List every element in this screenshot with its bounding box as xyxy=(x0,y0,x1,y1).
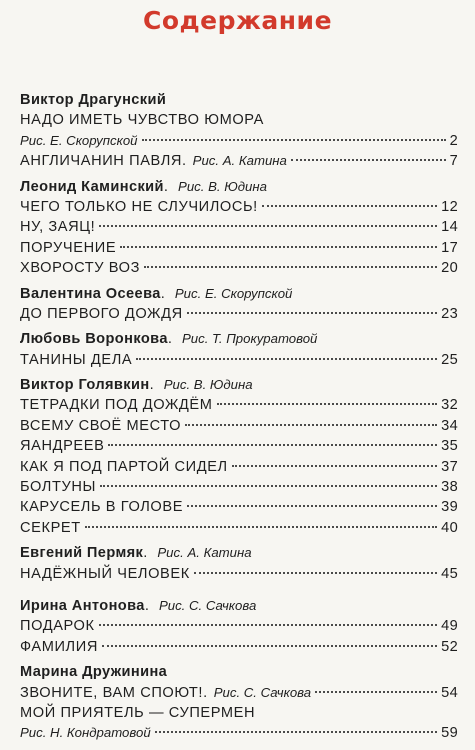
author-line: Леонид Каминский. Рис. В. Юдина xyxy=(20,178,267,195)
entry-title: БОЛТУНЫ xyxy=(20,479,97,496)
page-number: 23 xyxy=(441,305,458,322)
page-number: 40 xyxy=(441,519,458,536)
page-title: Содержание xyxy=(142,6,333,35)
leader-dots xyxy=(187,505,437,507)
entry-title: ПОРУЧЕНИЕ xyxy=(20,239,117,256)
toc-entry[interactable] xyxy=(20,723,458,743)
table-of-contents xyxy=(20,90,458,744)
leader-dots xyxy=(85,526,437,528)
entry-title: КАРУСЕЛЬ В ГОЛОВЕ xyxy=(20,499,184,516)
toc-entry[interactable] xyxy=(20,416,458,436)
illustrator-credit: Рис. Т. Прокуратовой xyxy=(181,331,318,347)
illustrator-credit: Рис. Е. Скорупской xyxy=(174,285,293,301)
toc-entry[interactable] xyxy=(20,258,458,278)
toc-entry[interactable] xyxy=(20,217,458,237)
page-number: 49 xyxy=(441,618,458,635)
page-number: 59 xyxy=(441,725,458,742)
entry-title: ДО ПЕРВОГО ДОЖДЯ xyxy=(20,305,183,322)
leader-dots xyxy=(120,246,437,248)
toc-entry[interactable] xyxy=(20,703,458,723)
leader-dots xyxy=(185,424,437,426)
entry-title: ПОДАРОК xyxy=(20,618,95,635)
toc-entry[interactable] xyxy=(20,350,458,370)
leader-dots xyxy=(144,266,437,268)
entry-title: ЗВОНИТЕ, ВАМ СПОЮТ!. xyxy=(20,684,208,701)
entry-title: ХВОРОСТУ ВОЗ xyxy=(20,260,141,277)
leader-dots xyxy=(315,691,437,693)
leader-dots xyxy=(194,572,437,574)
page-number: 52 xyxy=(441,638,458,655)
leader-dots xyxy=(187,312,437,314)
illustrator-credit: Рис. С. Сачкова xyxy=(213,684,312,700)
page-number: 39 xyxy=(441,499,458,516)
entry-title: МОЙ ПРИЯТЕЛЬ — СУПЕРМЕН xyxy=(20,704,256,721)
entry-title: ВСЕМУ СВОЁ МЕСТО xyxy=(20,417,182,434)
leader-dots xyxy=(102,645,437,647)
entry-title: ЧЕГО ТОЛЬКО НЕ СЛУЧИЛОСЬ! xyxy=(20,198,258,215)
page-number: 25 xyxy=(441,351,458,368)
toc-entry[interactable] xyxy=(20,110,458,130)
entry-title: ЯАНДРЕЕВ xyxy=(20,438,105,455)
page-number: 38 xyxy=(441,479,458,496)
toc-entry[interactable] xyxy=(20,564,458,584)
page-number: 37 xyxy=(441,458,458,475)
author-name: Виктор Голявкин xyxy=(20,377,150,394)
leader-dots xyxy=(155,731,437,733)
leader-dots xyxy=(100,485,437,487)
author-name: Леонид Каминский xyxy=(20,178,164,195)
author-line: Валентина Осеева. Рис. Е. Скорупской xyxy=(20,285,293,302)
toc-entry[interactable] xyxy=(20,436,458,456)
page-number: 20 xyxy=(441,260,458,277)
toc-entry[interactable] xyxy=(20,395,458,415)
illustrator-credit: Рис. А. Катина xyxy=(192,153,287,169)
leader-dots xyxy=(99,624,438,626)
leader-dots xyxy=(262,205,437,207)
page-number: 35 xyxy=(441,438,458,455)
toc-entry[interactable] xyxy=(20,518,458,538)
page-number: 2 xyxy=(449,132,458,149)
toc-entry[interactable] xyxy=(20,637,458,657)
toc-entry[interactable] xyxy=(20,197,458,217)
page-number: 12 xyxy=(441,198,458,215)
page-number: 17 xyxy=(441,239,458,256)
entry-title: КАК Я ПОД ПАРТОЙ СИДЕЛ xyxy=(20,458,228,475)
toc-entry[interactable] xyxy=(20,151,458,171)
leader-dots xyxy=(142,139,446,141)
author-name: Ирина Антонова xyxy=(20,597,145,614)
entry-title: ТЕТРАДКИ ПОД ДОЖДЁМ xyxy=(20,397,213,414)
page-number: 34 xyxy=(441,417,458,434)
leader-dots xyxy=(99,225,437,227)
toc-entry[interactable] xyxy=(20,131,458,151)
entry-title: НАДЁЖНЫЙ ЧЕЛОВЕК xyxy=(20,565,190,582)
toc-entry[interactable] xyxy=(20,238,458,258)
toc-entry[interactable] xyxy=(20,457,458,477)
entry-title: АНГЛИЧАНИН ПАВЛЯ. xyxy=(20,153,187,170)
toc-entry[interactable] xyxy=(20,304,458,324)
page-number: 7 xyxy=(449,153,458,170)
illustrator-credit: Рис. С. Сачкова xyxy=(158,597,257,613)
illustrator-credit: Рис. Е. Скорупской xyxy=(20,132,138,148)
illustrator-credit: Рис. А. Катина xyxy=(157,545,252,561)
author-name: Валентина Осеева xyxy=(20,285,161,302)
leader-dots xyxy=(291,159,446,161)
author-line xyxy=(20,662,458,682)
author-line: Ирина Антонова. Рис. С. Сачкова xyxy=(20,597,257,614)
page-number: 54 xyxy=(441,684,458,701)
entry-title: ФАМИЛИЯ xyxy=(20,638,98,655)
illustrator-credit: Рис. Н. Кондратовой xyxy=(20,725,151,741)
author-name: Евгений Пермяк xyxy=(20,545,144,562)
leader-dots xyxy=(108,444,437,446)
illustrator-credit: Рис. В. Юдина xyxy=(163,377,253,393)
author-line xyxy=(20,90,458,110)
leader-dots xyxy=(136,358,437,360)
author-line: Евгений Пермяк. Рис. А. Катина xyxy=(20,545,252,562)
author-name: Любовь Воронкова xyxy=(20,331,168,348)
author-name: Виктор Драгунский xyxy=(20,92,167,108)
toc-entry[interactable] xyxy=(20,616,458,636)
toc-entry[interactable] xyxy=(20,497,458,517)
page-number: 32 xyxy=(441,397,458,414)
entry-title: НУ, ЗАЯЦ! xyxy=(20,219,96,236)
entry-title: НАДО ИМЕТЬ ЧУВСТВО ЮМОРА xyxy=(20,112,264,129)
leader-dots xyxy=(217,403,438,405)
entry-title: СЕКРЕТ xyxy=(20,519,81,536)
toc-entry[interactable] xyxy=(20,477,458,497)
page-number: 45 xyxy=(441,565,458,582)
toc-entry[interactable] xyxy=(20,683,458,703)
illustrator-credit: Рис. В. Юдина xyxy=(178,178,267,194)
leader-dots xyxy=(232,465,437,467)
author-name: Марина Дружинина xyxy=(20,664,168,681)
page-number: 14 xyxy=(441,219,458,236)
entry-title: ТАНИНЫ ДЕЛА xyxy=(20,351,133,368)
author-line: Виктор Голявкин. Рис. В. Юдина xyxy=(20,377,253,394)
author-line: Любовь Воронкова. Рис. Т. Прокуратовой xyxy=(20,331,318,348)
